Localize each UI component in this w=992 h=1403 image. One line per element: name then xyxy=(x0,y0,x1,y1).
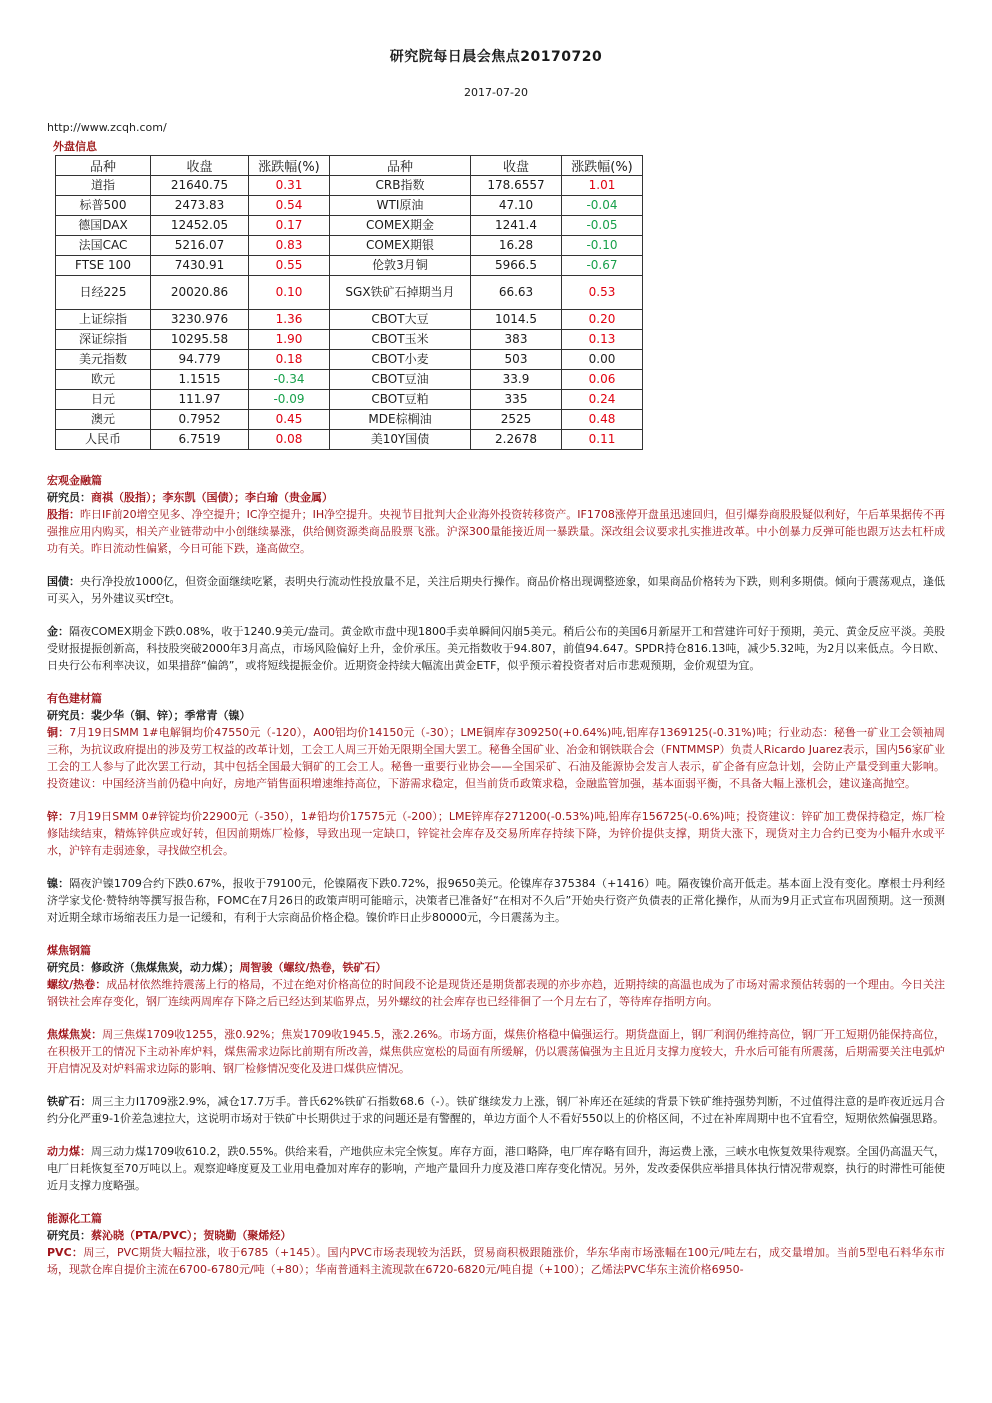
close-value-cell: 66.63 xyxy=(471,276,562,310)
paragraph-label: 动力煤： xyxy=(47,1145,92,1158)
close-value-cell: 1014.5 xyxy=(471,310,562,330)
instrument-name-cell: 道指 xyxy=(56,176,151,196)
table-row xyxy=(56,370,643,390)
paragraph-label: 镍： xyxy=(47,877,70,890)
instrument-name-cell: WTI原油 xyxy=(330,196,471,216)
paragraph-text: 央行净投放1000亿，但资金面继续吃紧，表明央行流动性投放量不足，关注后期央行操作。商品价格出现调整迹象，如果商品价格转为下跌，则利多期债。倾向于震荡观点，逢低可买入，另外建议买tf空t。 xyxy=(47,575,945,605)
close-value-cell: 1.1515 xyxy=(151,370,249,390)
change-pct-cell: 1.01 xyxy=(562,176,643,196)
change-pct-cell: 0.08 xyxy=(249,430,330,450)
paragraph-text: 7月19日SMM 1#电解铜均价47550元（-120），A00铝均价14150元（-30）；LME铜库存309250(+0.64%)吨,铝库存1369125(-0.31%)吨；行业动态：秘鲁一矿业工会领袖周三称，为抗议政府提出的涉及劳工权益的改革计划，工会工人周三开始无限期全国大罢工。秘鲁全国矿业、冶金和钢铁联合会（FNTMMSP）负责人Ricardo Juarez表示，国内56家矿业工会的工人参与了此次罢工行动，其中包括全国最大铜矿的工会工人。秘鲁一重要行业协会——全国采矿、石油及能源协会发言人表示，矿企备有应急计划，会防止产量受到重大影响。投资建议：中国经济当前仍稳中向好，房地产销售面积增速维持高位，下游需求稳定，但当前货币政策求稳，金融监管加强，基本面弱平衡，不具备大幅上涨机会，建议逢高抛空。 xyxy=(47,726,945,790)
researchers-names: 裴少华（铜、锌）；季常青（镍） xyxy=(91,709,251,722)
close-value-cell: 5216.07 xyxy=(151,236,249,256)
paragraph-pvc xyxy=(47,1244,945,1278)
change-pct-cell: 0.31 xyxy=(249,176,330,196)
instrument-name-cell: 日元 xyxy=(56,390,151,410)
header-cell: 涨跌幅(%) xyxy=(562,156,643,176)
section-title-energy: 能源化工篇 xyxy=(47,1212,102,1225)
paragraph-rebar xyxy=(47,976,945,1010)
instrument-name-cell: 人民币 xyxy=(56,430,151,450)
close-value-cell: 2.2678 xyxy=(471,430,562,450)
instrument-name-cell: 澳元 xyxy=(56,410,151,430)
paragraph-label: PVC： xyxy=(47,1246,84,1259)
researchers-macro xyxy=(47,489,945,506)
change-pct-cell: 0.11 xyxy=(562,430,643,450)
researchers-metals xyxy=(47,707,945,724)
paragraph-bond xyxy=(47,573,945,607)
paragraph-text: 周三，PVC期货大幅拉涨，收于6785（+145）。国内PVC市场表现较为活跃，贸易商积极跟随涨价，华东华南市场涨幅在100元/吨左右，成交量增加。当前5型电石料华东市场，现款仓库自提价主流在6700-6780元/吨（+80）；华南普通料主流现款在6720-6820元/吨自提（+100）；乙烯法PVC华东主流价格6950- xyxy=(47,1246,945,1276)
change-pct-cell: -0.09 xyxy=(249,390,330,410)
section-title-steel: 煤焦钢篇 xyxy=(47,944,91,957)
close-value-cell: 5966.5 xyxy=(471,256,562,276)
close-value-cell: 0.7952 xyxy=(151,410,249,430)
header-cell: 收盘 xyxy=(151,156,249,176)
table-body xyxy=(56,176,643,450)
report-date: 2017-07-20 xyxy=(464,86,528,99)
change-pct-cell: -0.34 xyxy=(249,370,330,390)
instrument-name-cell: 法国CAC xyxy=(56,236,151,256)
paragraph-gold xyxy=(47,623,945,674)
researchers-names: 修政济（焦煤焦炭，动力煤）； xyxy=(91,961,240,974)
paragraph-iron-ore xyxy=(47,1093,945,1127)
close-value-cell: 94.779 xyxy=(151,350,249,370)
change-pct-cell: 0.13 xyxy=(562,330,643,350)
table-row xyxy=(56,216,643,236)
instrument-name-cell: 欧元 xyxy=(56,370,151,390)
change-pct-cell: 0.54 xyxy=(249,196,330,216)
paragraph-label: 金： xyxy=(47,625,70,638)
close-value-cell: 16.28 xyxy=(471,236,562,256)
researchers-prefix: 研究员： xyxy=(47,1229,91,1242)
change-pct-cell: 1.36 xyxy=(249,310,330,330)
close-value-cell: 2473.83 xyxy=(151,196,249,216)
instrument-name-cell: 日经225 xyxy=(56,276,151,310)
table-row xyxy=(56,310,643,330)
paragraph-copper xyxy=(47,724,945,792)
instrument-name-cell: 德国DAX xyxy=(56,216,151,236)
close-value-cell: 6.7519 xyxy=(151,430,249,450)
table-row xyxy=(56,176,643,196)
paragraph-text: 周三动力煤1709收610.2，跌0.55%。供给来看，产地供应未完全恢复。库存方面，港口略降，电厂库存略有回升，海运费上涨，三峡水电恢复效果待观察。全国仍高温天气，电厂日耗恢复至70万吨以上。观察迎峰度夏及工业用电叠加对库存的影响，产地产量回升力度及港口库存变化情况。另外，发改委保供应举措具体执行情况带观察，执行的时滞性可能使近月支撑力度略强。 xyxy=(47,1145,945,1192)
change-pct-cell: 0.53 xyxy=(562,276,643,310)
instrument-name-cell: SGX铁矿石掉期当月 xyxy=(330,276,471,310)
instrument-name-cell: 伦敦3月铜 xyxy=(330,256,471,276)
table-row xyxy=(56,390,643,410)
researchers-energy xyxy=(47,1227,945,1244)
close-value-cell: 335 xyxy=(471,390,562,410)
paragraph-text: 昨日IF前20增空见多、净空提升；IC净空提升；IH净空提升。央视节目批判大企业海外投资转移资产。IF1708涨停开盘虽迅速回归，但引爆券商股股疑似利好，午后革果据传不再强推应用内购买，相关产业链带动中小创继续暴涨，供给侧资源类商品股票飞涨。沪深300量能接近周一暴跌量。深改组会议要求扎实推进改革。中小创暴力反弹可能也跟万达去杠杆成功有关。昨日流动性偏紧，今日可能下跌，逢高做空。 xyxy=(47,508,946,555)
paragraph-stock-index xyxy=(47,506,945,557)
section-title-macro: 宏观金融篇 xyxy=(47,474,102,487)
change-pct-cell: 0.18 xyxy=(249,350,330,370)
instrument-name-cell: CBOT豆油 xyxy=(330,370,471,390)
header-cell: 品种 xyxy=(56,156,151,176)
paragraph-label: 股指： xyxy=(47,508,81,521)
change-pct-cell: 0.20 xyxy=(562,310,643,330)
instrument-name-cell: CBOT小麦 xyxy=(330,350,471,370)
instrument-name-cell: CRB指数 xyxy=(330,176,471,196)
paragraph-text: 周三焦煤1709收1255，涨0.92%；焦炭1709收1945.5，涨2.26%。市场方面，煤焦价格稳中偏强运行。期货盘面上，钢厂利润仍维持高位，钢厂开工短期仍能保持高位，在积极开工的情况下主动补库炉料，煤焦需求边际比前期有所改善，煤焦供应宽松的局面有所缓解，仍以震荡偏强为主且近月支撑力度较大，升水后可能有所震荡，后期需要关注电弧炉开启情况及对炉料需求边际的影响、钢厂检修情况变化及进口煤供应情况。 xyxy=(47,1028,946,1075)
change-pct-cell: 0.17 xyxy=(249,216,330,236)
paragraph-nickel xyxy=(47,875,945,926)
change-pct-cell: 0.83 xyxy=(249,236,330,256)
header-cell: 涨跌幅(%) xyxy=(249,156,330,176)
researchers-names: 周智骏（螺纹/热卷，铁矿石） xyxy=(239,961,387,974)
paragraph-thermal-coal xyxy=(47,1143,945,1194)
close-value-cell: 111.97 xyxy=(151,390,249,410)
paragraph-label: 铁矿石： xyxy=(47,1095,92,1108)
header-cell: 收盘 xyxy=(471,156,562,176)
paragraph-label: 国债： xyxy=(47,575,81,588)
close-value-cell: 503 xyxy=(471,350,562,370)
paragraph-coke xyxy=(47,1026,945,1077)
close-value-cell: 2525 xyxy=(471,410,562,430)
paragraph-text: 隔夜沪镍1709合约下跌0.67%，报收于79100元，伦镍隔夜下跌0.72%，报9650美元。伦镍库存375384（+1416）吨。隔夜镍价高开低走。基本面上没有变化。摩根士丹利经济学家戈伦·赞特纳等撰写报告称，FOMC在7月26日的政策声明可能暗示，决策者已准备好“在相对不久后”开始央行资产负债表的正常化操作，从而为9月正式宣布巩固预期。这一预测对近期全球市场缩表压力是一记缓和，有利于大宗商品价格企稳。镍价昨日止步80000元，今日震荡为主。 xyxy=(47,877,945,924)
close-value-cell: 7430.91 xyxy=(151,256,249,276)
close-value-cell: 20020.86 xyxy=(151,276,249,310)
change-pct-cell: -0.05 xyxy=(562,216,643,236)
instrument-name-cell: COMEX期金 xyxy=(330,216,471,236)
researchers-names: 商祺（股指）；李东凯（国债）；李白瑜（贵金属） xyxy=(91,491,333,504)
instrument-name-cell: 深证综指 xyxy=(56,330,151,350)
change-pct-cell: 0.24 xyxy=(562,390,643,410)
close-value-cell: 47.10 xyxy=(471,196,562,216)
table-row xyxy=(56,350,643,370)
instrument-name-cell: MDE棕榈油 xyxy=(330,410,471,430)
instrument-name-cell: 标普500 xyxy=(56,196,151,216)
change-pct-cell: 0.06 xyxy=(562,370,643,390)
instrument-name-cell: COMEX期银 xyxy=(330,236,471,256)
report-body xyxy=(47,472,945,1278)
table-row xyxy=(56,430,643,450)
paragraph-label: 锌： xyxy=(47,810,70,823)
instrument-name-cell: FTSE 100 xyxy=(56,256,151,276)
instrument-name-cell: CBOT大豆 xyxy=(330,310,471,330)
table-header-row xyxy=(56,156,643,176)
researchers-names: 蔡沁晓（PTA/PVC）； xyxy=(91,1229,204,1242)
change-pct-cell: 0.48 xyxy=(562,410,643,430)
instrument-name-cell: CBOT豆粕 xyxy=(330,390,471,410)
researchers-prefix: 研究员： xyxy=(47,491,91,504)
table-row xyxy=(56,330,643,350)
instrument-name-cell: 上证综指 xyxy=(56,310,151,330)
paragraph-label: 螺纹/热卷： xyxy=(47,978,107,991)
site-url-link[interactable]: http://www.zcqh.com/ xyxy=(47,121,167,134)
change-pct-cell: -0.67 xyxy=(562,256,643,276)
instrument-name-cell: 美元指数 xyxy=(56,350,151,370)
table-row xyxy=(56,410,643,430)
paragraph-label: 铜： xyxy=(47,726,70,739)
paragraph-zinc xyxy=(47,808,945,859)
paragraph-text: 周三主力I1709涨2.9%，减仓17.7万手。普氏62%铁矿石指数68.6（-）。铁矿继续发力上涨，钢厂补库还在延续的背景下铁矿维持强势判断，不过值得注意的是昨夜近远月合约分化严重9-1价差急速拉大，这说明市场对于铁矿中长期供过于求的问题还是有警醒的，单边方面个人不看好550以上的价格区间，不过在补库周期中也不宜看空，短期依然偏强思路。 xyxy=(47,1095,945,1125)
section-title-metals: 有色建材篇 xyxy=(47,692,102,705)
researchers-names: 贺晓勤（聚烯烃） xyxy=(203,1229,292,1242)
change-pct-cell: -0.10 xyxy=(562,236,643,256)
header-cell: 品种 xyxy=(330,156,471,176)
instrument-name-cell: 美10Y国债 xyxy=(330,430,471,450)
market-table xyxy=(55,155,643,450)
researchers-prefix: 研究员： xyxy=(47,709,91,722)
close-value-cell: 10295.58 xyxy=(151,330,249,350)
table-row xyxy=(56,196,643,216)
close-value-cell: 178.6557 xyxy=(471,176,562,196)
close-value-cell: 383 xyxy=(471,330,562,350)
researchers-prefix: 研究员： xyxy=(47,961,91,974)
change-pct-cell: 0.55 xyxy=(249,256,330,276)
close-value-cell: 21640.75 xyxy=(151,176,249,196)
change-pct-cell: 0.10 xyxy=(249,276,330,310)
change-pct-cell: 1.90 xyxy=(249,330,330,350)
researchers-steel xyxy=(47,959,945,976)
table-row xyxy=(56,256,643,276)
paragraph-text: 7月19日SMM 0#锌锭均价22900元（-350），1#铅均价17575元（-200）；LME锌库存271200(-0.53%)吨,铅库存156725(-0.6%)吨；投资建议：锌矿加工费保持稳定，炼厂检修陆续结束，精炼锌供应或好转，但因前期炼厂检修，导致出现一定缺口，锌锭社会库存及交易所库存持续下降，为锌价提供支撑，期货大涨下，现货对主力合约已变为小幅升水或平水，沪锌有走弱迹象，寻找做空机会。 xyxy=(47,810,946,857)
close-value-cell: 1241.4 xyxy=(471,216,562,236)
change-pct-cell: -0.04 xyxy=(562,196,643,216)
change-pct-cell: 0.00 xyxy=(562,350,643,370)
close-value-cell: 12452.05 xyxy=(151,216,249,236)
change-pct-cell: 0.45 xyxy=(249,410,330,430)
external-market-label: 外盘信息 xyxy=(53,140,97,153)
paragraph-text: 隔夜COMEX期金下跌0.08%，收于1240.9美元/盎司。黄金欧市盘中现1800手卖单瞬间闪崩5美元。稍后公布的美国6月新屋开工和营建许可好于预期，美元、黄金反应平淡。美股受财报提振创新高，科技股突破2000年3月高点，市场风险偏好上升，金价承压。美元指数收于94.807，前值94.647。SPDR持仓816.13吨，减少5.32吨，为2月以来低点。今日欧、日央行公布利率决议，如果措辞“偏鸽”，或将短线提振金价。近期资金持续大幅流出黄金ETF，似乎预示着投资者对后市悲观预期，金价观望为宜。 xyxy=(47,625,945,672)
table-row xyxy=(56,276,643,310)
paragraph-label: 焦煤焦炭： xyxy=(47,1028,103,1041)
close-value-cell: 33.9 xyxy=(471,370,562,390)
close-value-cell: 3230.976 xyxy=(151,310,249,330)
paragraph-text: 成品材依然维持震荡上行的格局，不过在绝对价格高位的时间段不论是现货还是期货都表现的亦步亦趋，近期持续的高温也成为了市场对需求预估转弱的一个理由。今日关注钢铁社会库存变化，钢厂连续两周库存下降之后已经达到某临界点，另外螺纹的社会库存也已经徘徊了一个月左右了，等待库存指明方向。 xyxy=(47,978,945,1008)
table-row xyxy=(56,236,643,256)
instrument-name-cell: CBOT玉米 xyxy=(330,330,471,350)
page-title: 研究院每日晨会焦点20170720 xyxy=(389,49,603,65)
